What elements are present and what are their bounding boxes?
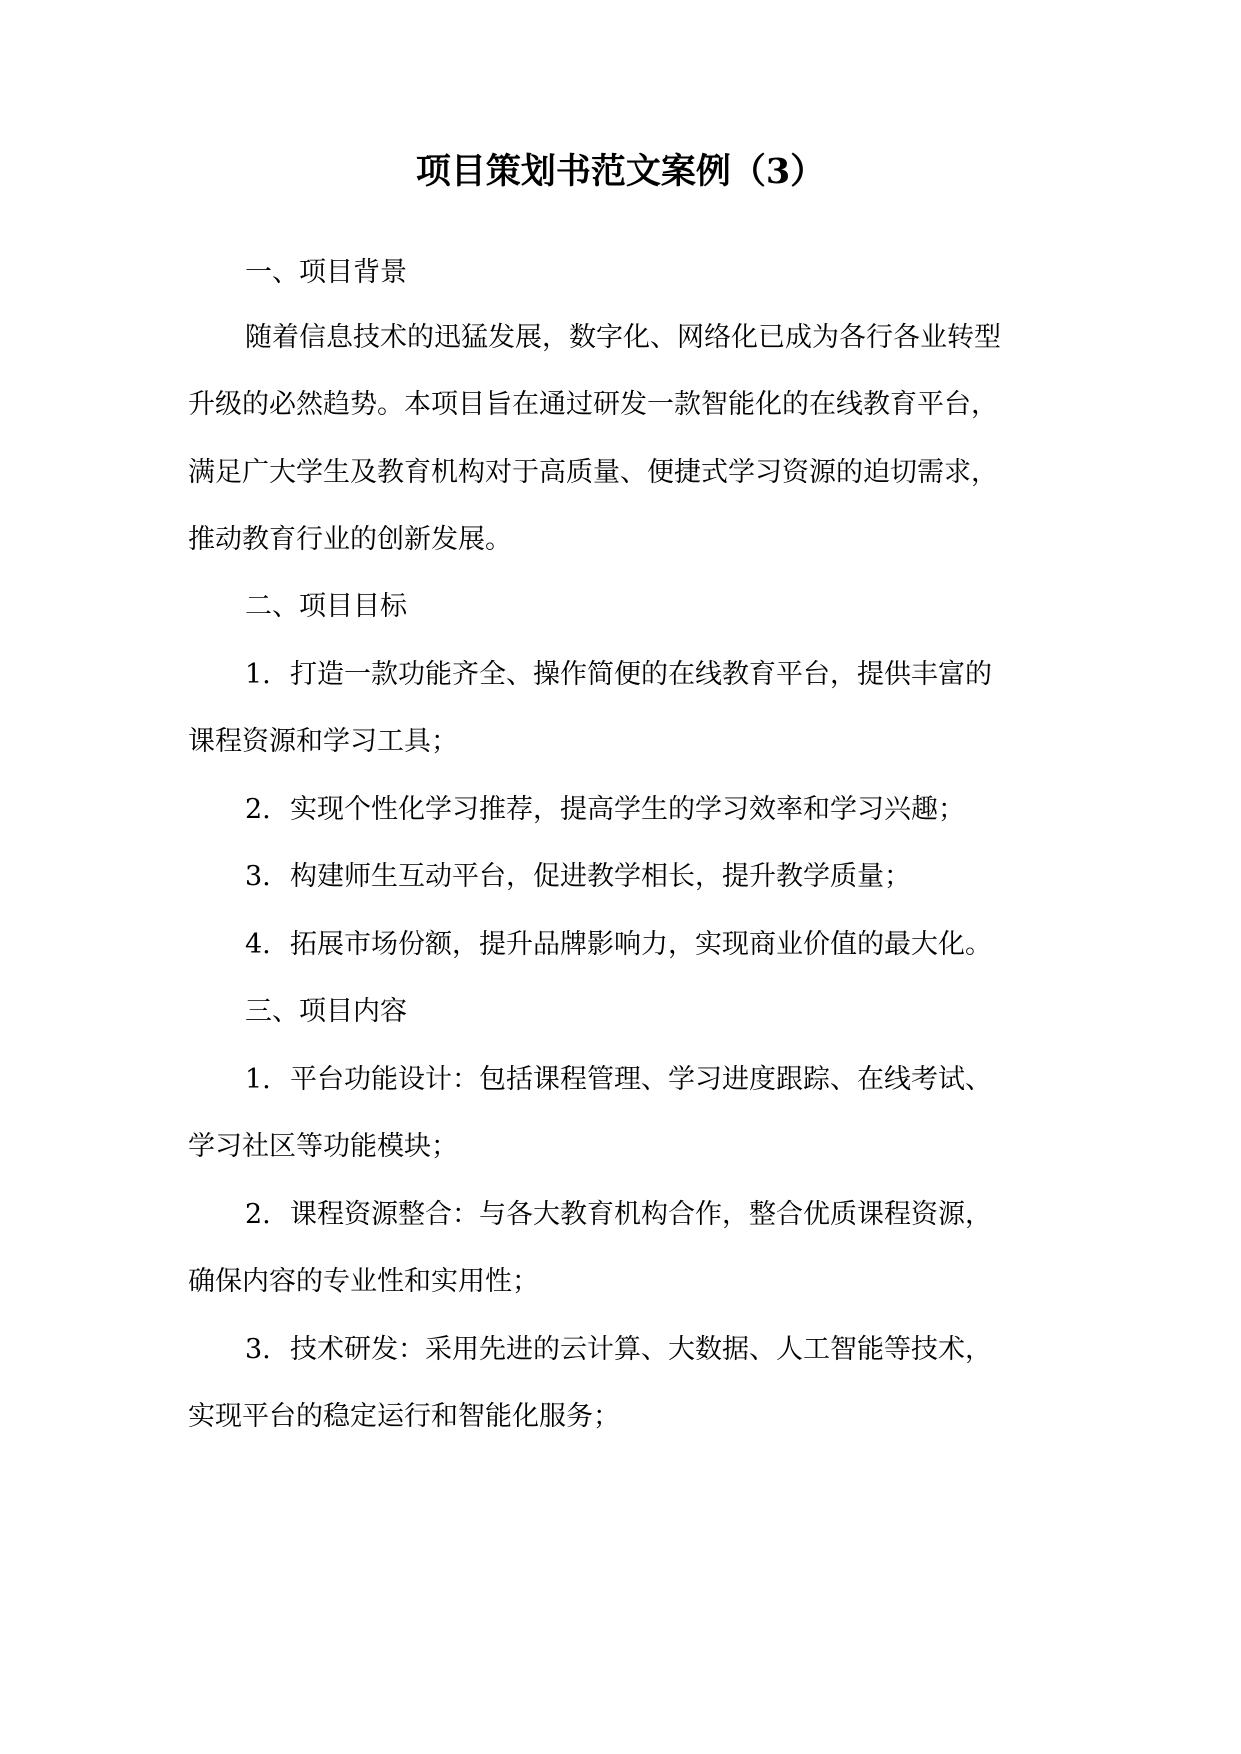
list-item-text: 拓展市场份额，提升品牌影响力，实现商业价值的最大化。	[290, 929, 992, 960]
paragraph-line: 升级的必然趋势。本项目旨在通过研发一款智能化的在线教育平台，	[188, 389, 998, 420]
document-title: 项目策划书范文案例（3）	[415, 151, 826, 192]
list-item-text: 技术研发：采用先进的云计算、大数据、人工智能等技术，	[290, 1334, 992, 1365]
list-item-text: 构建师生互动平台，促进教学相长，提升教学质量；	[290, 861, 911, 892]
list-item-text: 课程资源整合：与各大教育机构合作，整合优质课程资源，	[290, 1199, 992, 1230]
list-item-text: 实现个性化学习推荐，提高学生的学习效率和学习兴趣；	[290, 794, 965, 825]
section-heading-background: 一、项目背景	[245, 257, 407, 288]
list-item-number: 1.	[245, 659, 271, 690]
list-item-continuation: 确保内容的专业性和实用性；	[188, 1266, 539, 1297]
paragraph-line: 推动教育行业的创新发展。	[188, 524, 512, 555]
list-item-number: 2.	[245, 1199, 271, 1230]
paragraph-line: 满足广大学生及教育机构对于高质量、便捷式学习资源的迫切需求，	[188, 457, 998, 488]
section-heading-goals: 二、项目目标	[245, 591, 407, 622]
list-item-number: 1.	[245, 1064, 271, 1095]
list-item-text: 平台功能设计：包括课程管理、学习进度跟踪、在线考试、	[290, 1064, 992, 1095]
list-item-text: 打造一款功能齐全、操作简便的在线教育平台，提供丰富的	[290, 659, 992, 690]
list-item	[245, 1060, 992, 1100]
list-item-continuation: 课程资源和学习工具；	[188, 726, 458, 757]
section-heading-content: 三、项目内容	[245, 996, 407, 1027]
list-item	[245, 790, 965, 830]
list-item-continuation: 实现平台的稳定运行和智能化服务；	[188, 1401, 620, 1432]
list-item-number: 4.	[245, 929, 271, 960]
list-item	[245, 1195, 992, 1235]
list-item-continuation: 学习社区等功能模块；	[188, 1131, 458, 1162]
paragraph-line: 随着信息技术的迅猛发展，数字化、网络化已成为各行各业转型	[245, 322, 1001, 353]
list-item-number: 3.	[245, 861, 271, 892]
list-item-number: 2.	[245, 794, 271, 825]
list-item	[245, 857, 911, 897]
list-item	[245, 925, 992, 965]
list-item-number: 3.	[245, 1334, 271, 1365]
list-item	[245, 1330, 992, 1370]
list-item	[245, 655, 992, 695]
